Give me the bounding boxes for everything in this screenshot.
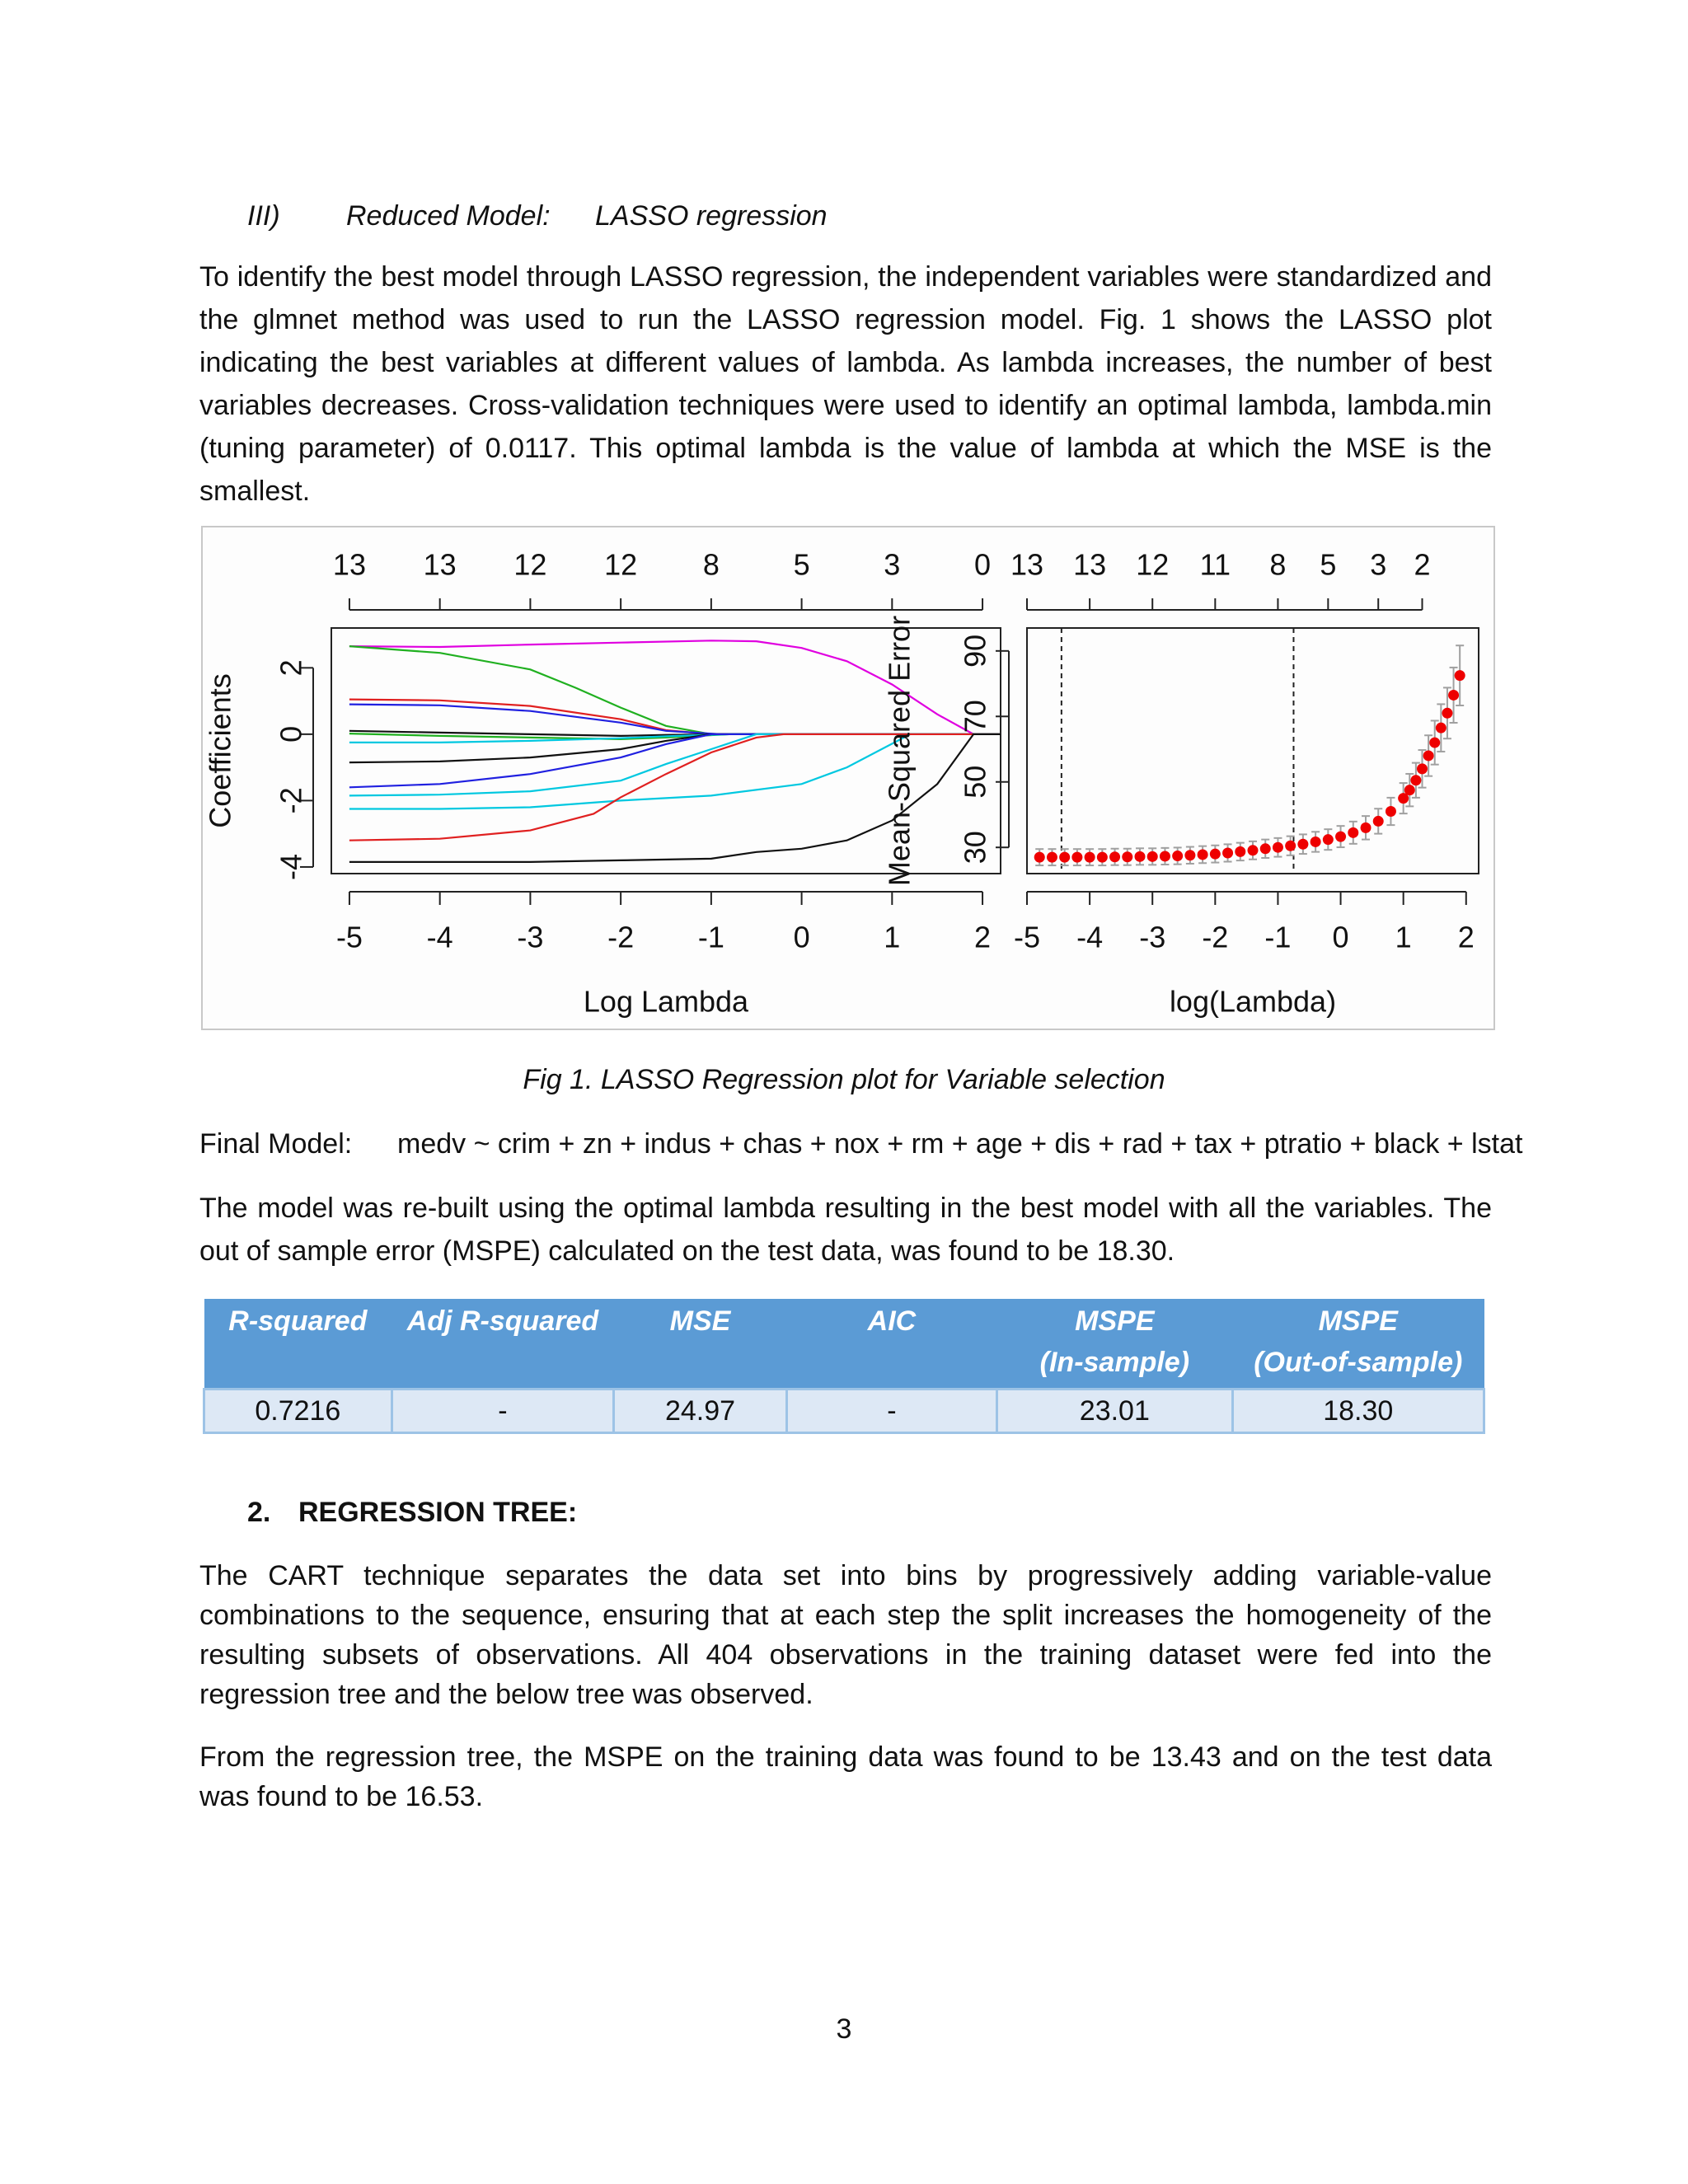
results-header-row [204,1299,1484,1390]
regression-tree-heading [247,1493,577,1532]
cv-mse-point [1423,750,1434,761]
coef-top-tick-label: 5 [793,547,810,582]
cell-r-squared: 0.7216 [204,1390,392,1433]
lasso-figure-svg [203,527,1493,1029]
cv-mse-point [1260,843,1271,854]
cv-x-tick-label: 2 [1457,920,1475,954]
cv-y-tick-label: 70 [958,700,992,733]
cv-top-tick-label: 5 [1320,547,1337,582]
cv-mse-point [1172,851,1183,861]
cv-mse-point [1235,846,1245,857]
coef-x-tick-label: -5 [335,920,363,954]
rebuild-paragraph: The model was re-built using the optimal lambda resulting in the best model with all the variables. The out of sample error (MSPE) calculated on the test data, was found to be 18.30. [199,1193,1492,1267]
intro-paragraph: To identify the best model through LASSO regression, the independent variables were standardized and the glmnet method was used to run the LASSO regression model. Fig. 1 shows the LASSO plot indicating the best variables at different values of lambda. As lambda increases, the number of best variables decreases. Cross-validation techniques were used to identify an optimal lambda, lambda.min (tuning parameter) of 0.0117. This optimal lambda is the value of lambda at which the MSE is the smallest. [199,261,1492,507]
cv-top-tick-label: 3 [1370,547,1387,582]
header-mse: MSE [614,1299,787,1390]
cv-mse-point [1222,847,1233,858]
cv-mse-point [1034,852,1045,863]
coef-x-tick-label: -1 [697,920,724,954]
cv-mse-point [1455,670,1465,681]
header-aic: AIC [786,1299,996,1390]
cv-data-layer [1034,628,1465,874]
cv-top-tick-label: 12 [1136,547,1170,582]
final-model-formula: medv ~ crim + zn + indus + chas + nox + rm + age + dis + rad + tax + ptratio + black + lstat [397,1128,1523,1160]
coef-top-tick-label: 13 [332,547,366,582]
cv-mse-point [1047,852,1057,863]
cv-top-tick-label: 2 [1414,547,1431,582]
cv-mse-point [1198,849,1208,860]
cv-y-tick-label: 90 [958,634,992,668]
cv-mse-point [1448,690,1459,701]
coef-y-tick-label: -2 [274,787,308,814]
cv-mse-point [1410,775,1421,785]
cv-mse-point [1135,851,1146,862]
final-model-label: Final Model: [199,1128,353,1160]
cv-mse-point [1147,851,1158,862]
cv-mse-point [1059,852,1070,863]
cv-y-axis-title: Mean-Squared Error [882,615,917,887]
header-mspe-out: MSPE (Out-of-sample) [1232,1299,1484,1390]
coef-top-tick-label: 8 [702,547,720,582]
cv-mse-point [1210,849,1221,860]
cv-mse-point [1429,738,1440,748]
cv-mse-point [1335,832,1346,842]
cv-mse-point [1436,723,1447,733]
cv-mse-point [1273,842,1283,853]
cv-x-tick-label: 0 [1332,920,1349,954]
cv-x-tick-label: -5 [1013,920,1041,954]
cv-mse-point [1248,845,1259,855]
cv-x-axis-title: log(Lambda) [1169,984,1337,1019]
cv-plot-frame [1027,628,1479,874]
section-method: LASSO regression [595,200,828,232]
cell-adj-r-squared: - [392,1390,614,1433]
coef-y-tick-label: 2 [274,659,308,677]
cv-mse-point [1085,852,1095,863]
coef-top-tick-label: 3 [884,547,901,582]
page-number: 3 [836,2013,852,2045]
header-adj-r-squared: Adj R-squared [392,1299,614,1390]
figure-caption: Fig 1. LASSO Regression plot for Variable selection [523,1064,1165,1095]
coef-x-tick-label: -2 [607,920,635,954]
coef-x-tick-label: 0 [793,920,810,954]
section-label: Reduced Model: [346,200,551,232]
cv-mse-point [1285,841,1296,851]
cell-mspe-in: 23.01 [997,1390,1232,1433]
cv-top-tick-label: 13 [1010,547,1044,582]
cv-mse-point [1417,763,1428,774]
coef-x-tick-label: -3 [517,920,544,954]
cv-y-tick-label: 50 [958,765,992,799]
cv-mse-point [1109,851,1120,862]
coef-x-tick-label: 2 [974,920,992,954]
header-r-squared: R-squared [204,1299,392,1390]
cv-mse-point [1097,852,1108,863]
cv-x-tick-label: -4 [1076,920,1104,954]
cv-mse-point [1311,837,1321,847]
cv-mse-point [1184,850,1195,860]
cv-mse-point [1071,852,1082,863]
coef-y-axis-title: Coefficients [203,673,237,828]
header-mspe-in: MSPE (In-sample) [997,1299,1232,1390]
cv-mse-point [1160,851,1170,861]
coef-top-tick-label: 12 [513,547,547,582]
cv-mse-point [1442,708,1452,719]
coef-y-tick-label: -4 [274,853,308,880]
cv-top-tick-label: 13 [1073,547,1107,582]
cv-x-tick-label: -3 [1139,920,1166,954]
cv-mse-point [1404,785,1415,795]
coef-x-tick-label: 1 [884,920,901,954]
cell-mspe-out: 18.30 [1232,1390,1484,1433]
cv-x-tick-label: 1 [1395,920,1412,954]
cv-mse-point [1386,806,1396,817]
cv-x-tick-label: -1 [1264,920,1292,954]
mspe-paragraph: From the regression tree, the MSPE on the training data was found to be 13.43 and on the test data was found to be 16.53. [199,1741,1492,1812]
regression-tree-number: 2. [247,1497,271,1528]
coef-y-tick-label: 0 [274,725,308,743]
cell-aic: - [786,1390,996,1433]
cv-mse-point [1373,816,1384,827]
results-table [203,1299,1485,1434]
cv-x-tick-label: -2 [1202,920,1229,954]
coef-x-axis-title: Log Lambda [583,984,749,1019]
coef-x-tick-label: -4 [426,920,453,954]
coef-top-tick-label: 13 [423,547,457,582]
cell-mse: 24.97 [614,1390,787,1433]
cv-mse-point [1348,827,1358,838]
cv-mse-point [1122,851,1132,862]
final-model [199,1124,1523,1164]
regression-tree-title: REGRESSION TREE: [298,1497,578,1528]
coef-top-tick-label: 0 [974,547,992,582]
cv-top-tick-label: 11 [1199,547,1231,582]
coef-top-tick-label: 12 [604,547,638,582]
table-row [204,1390,1484,1433]
cv-y-tick-label: 30 [958,831,992,865]
cv-mse-point [1323,834,1334,845]
lasso-figure [201,526,1495,1030]
cv-top-tick-label: 8 [1269,547,1287,582]
cv-mse-point [1297,839,1308,850]
cv-mse-point [1361,823,1372,833]
cart-paragraph: The CART technique separates the data set into bins by progressively adding variable-value combinations to the sequence, ensuring that at each step the split increases the homogeneity of the resulting subsets of observations. All 404 observations in the training dataset were fed into the regression tree and the below tree was observed. [199,1560,1492,1710]
section-numeral: III) [247,200,280,232]
